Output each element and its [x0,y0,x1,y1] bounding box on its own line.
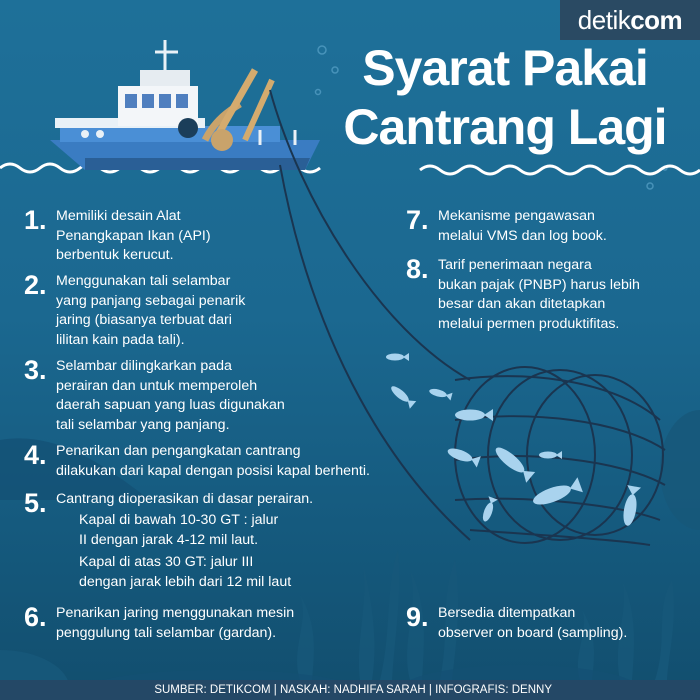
title-line-1: Syarat Pakai [362,40,648,96]
item-subtext-2: Kapal di atas 30 GT: jalur III dengan jarak lebih dari 12 mil laut [79,554,292,590]
logo-prefix: detik [577,5,631,35]
wave-right [420,166,700,174]
item-number: 7. [406,205,429,235]
item-number: 5. [24,488,47,518]
item-text: Penarikan dan pengangkatan cantrang dilakukan dari kapal dengan posisi kapal berhenti. [56,443,370,479]
item-text: Tarif penerimaan negara bukan pajak (PNBP) harus lebih besar dan akan ditetapkan melalui permen produktifitas. [438,257,640,332]
item-text: Menggunakan tali selambar yang panjang sebagai penarik jaring (biasanya terbuat dari lilitan kain pada tali). [56,273,246,348]
credits-text: SUMBER: DETIKCOM | NASKAH: NADHIFA SARAH | INFOGRAFIS: DENNY [154,684,552,696]
fish-group [386,353,641,527]
item-subtext-1: Kapal di bawah 10-30 GT : jalur II dengan jarak 4-12 mil laut. [79,512,279,548]
item-number: 4. [24,440,47,470]
item-text: Selambar dilingkarkan pada perairan dan untuk memperoleh daerah sapuan yang luas digunakan tali selambar yang panjang. [56,358,285,433]
title-line-2: Cantrang Lagi [343,99,667,155]
item-number: 3. [24,355,47,385]
item-number: 9. [406,602,429,632]
credits-footer [0,680,700,700]
item-number: 1. [24,205,47,235]
item-text: Bersedia ditempatkan observer on board (sampling). [438,605,628,641]
item-number: 2. [24,270,47,300]
item-text: Mekanisme pengawasan melalui VMS dan log book. [438,208,607,244]
detikcom-logo [560,0,700,40]
item-text: Cantrang dioperasikan di dasar perairan. [56,491,314,507]
item-text: Memiliki desain Alat Penangkapan Ikan (API) berbentuk kerucut. [56,208,211,264]
item-text: Penarikan jaring menggunakan mesin penggulung tali selambar (gardan). [56,605,295,641]
item-number: 6. [24,602,47,632]
ship-illustration [50,40,320,170]
item-number: 8. [406,254,429,284]
logo-suffix: com [630,5,683,35]
